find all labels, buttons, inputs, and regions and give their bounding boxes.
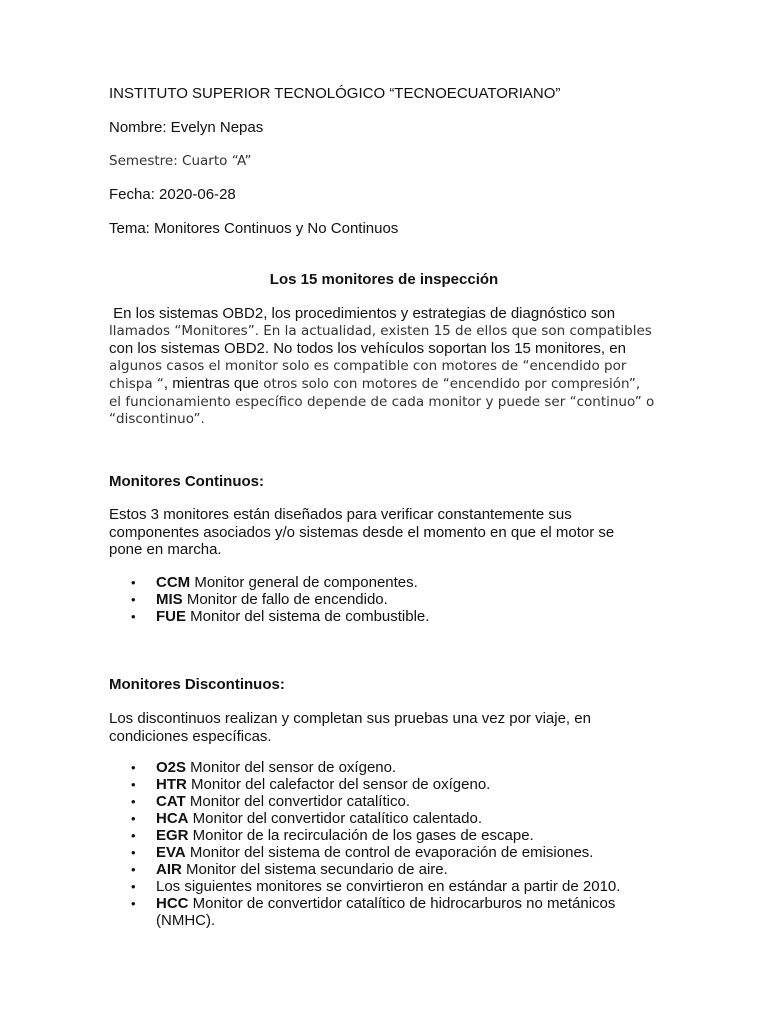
list-item bbox=[109, 810, 676, 827]
list-item bbox=[109, 591, 429, 608]
discontinuous-heading: Monitores Discontinuos: bbox=[109, 676, 285, 693]
intro-fragment: chispa “ bbox=[109, 376, 164, 392]
list-item bbox=[109, 895, 676, 929]
topic: Tema: Monitores Continuos y No Continuos bbox=[109, 220, 399, 237]
intro-line: En los sistemas OBD2, los procedimientos y estrategias de diagnóstico son bbox=[109, 305, 616, 322]
bullet-icon: • bbox=[131, 575, 136, 590]
list-item bbox=[109, 776, 676, 793]
monitor-code: EVA bbox=[156, 844, 186, 861]
description-line: Estos 3 monitores están diseñados para verificar constantemente sus bbox=[109, 506, 572, 523]
continuous-monitor-list bbox=[109, 574, 429, 625]
bullet-icon: • bbox=[131, 760, 136, 775]
bullet-icon: • bbox=[131, 879, 136, 894]
bullet-icon: • bbox=[131, 862, 136, 877]
semester: Semestre: Cuarto “A” bbox=[109, 153, 252, 169]
discontinuous-description bbox=[109, 710, 669, 745]
intro-fragment: , mientras que bbox=[163, 375, 259, 392]
continuous-heading: Monitores Continuos: bbox=[109, 473, 264, 490]
monitor-code: HCC bbox=[156, 895, 189, 912]
list-item bbox=[109, 793, 676, 810]
discontinuous-monitor-list bbox=[109, 759, 676, 929]
monitor-code: MIS bbox=[156, 591, 183, 608]
description-line: componentes asociados y/o sistemas desde el momento en que el motor se bbox=[109, 523, 615, 541]
bullet-icon: • bbox=[131, 811, 136, 826]
list-item bbox=[109, 827, 676, 844]
description-line: pone en marcha. bbox=[109, 541, 222, 558]
intro-fragment: otros solo con motores de “encendido por compresión”, bbox=[258, 376, 641, 392]
section-title: Los 15 monitores de inspección bbox=[269, 271, 499, 288]
institute-heading: INSTITUTO SUPERIOR TECNOLÓGICO “TECNOECUATORIANO” bbox=[109, 85, 561, 102]
monitor-code: FUE bbox=[156, 608, 186, 625]
bullet-icon: • bbox=[131, 896, 136, 911]
monitor-description: Monitor del sistema de combustible. bbox=[186, 608, 430, 625]
monitor-code: EGR bbox=[156, 827, 189, 844]
intro-paragraph bbox=[109, 305, 669, 429]
bullet-icon: • bbox=[131, 777, 136, 792]
list-item bbox=[109, 861, 676, 878]
bullet-icon: • bbox=[131, 845, 136, 860]
monitor-description: Monitor de fallo de encendido. bbox=[182, 591, 388, 608]
intro-line: “discontinuo”. bbox=[109, 411, 205, 427]
monitor-description: Monitor de convertidor catalítico de hidrocarburos no metánicos (NMHC). bbox=[156, 895, 616, 929]
list-item bbox=[109, 574, 429, 591]
bullet-icon: • bbox=[131, 828, 136, 843]
description-line: Los discontinuos realizan y completan sus pruebas una vez por viaje, en bbox=[109, 710, 591, 727]
monitor-description: Monitor del convertidor catalítico calentado. bbox=[188, 810, 482, 827]
monitor-description: Monitor del calefactor del sensor de oxígeno. bbox=[186, 776, 491, 793]
student-name: Nombre: Evelyn Nepas bbox=[109, 119, 264, 136]
monitor-description: Monitor del convertidor catalítico. bbox=[185, 793, 410, 810]
intro-line: el funcionamiento específico depende de cada monitor y puede ser “continuo” o bbox=[109, 393, 655, 410]
monitor-code: O2S bbox=[156, 759, 187, 776]
date: Fecha: 2020-06-28 bbox=[109, 186, 236, 203]
description-line: condiciones específicas. bbox=[109, 727, 272, 745]
list-item bbox=[109, 608, 429, 625]
intro-line: algunos casos el monitor solo es compatible con motores de “encendido por bbox=[109, 357, 627, 374]
monitor-description: Monitor del sistema secundario de aire. bbox=[181, 861, 448, 878]
list-item bbox=[109, 759, 676, 776]
monitor-code: HCA bbox=[156, 810, 189, 827]
monitor-code: AIR bbox=[156, 861, 182, 878]
list-item bbox=[109, 844, 676, 861]
intro-line bbox=[109, 375, 669, 394]
monitor-description: Los siguientes monitores se convirtieron en estándar a partir de 2010. bbox=[156, 878, 621, 895]
monitor-description: Monitor general de componentes. bbox=[190, 574, 418, 591]
monitor-description: Monitor del sistema de control de evaporación de emisiones. bbox=[185, 844, 594, 861]
intro-line: llamados “Monitores”. En la actualidad, existen 15 de ellos que son compatibles bbox=[109, 322, 652, 339]
bullet-icon: • bbox=[131, 592, 136, 607]
monitor-description: Monitor de la recirculación de los gases de escape. bbox=[188, 827, 534, 844]
monitor-code: CCM bbox=[156, 574, 191, 591]
monitor-code: HTR bbox=[156, 776, 187, 793]
bullet-icon: • bbox=[131, 609, 136, 624]
bullet-icon: • bbox=[131, 794, 136, 809]
monitor-code: CAT bbox=[156, 793, 186, 810]
intro-line: con los sistemas OBD2. No todos los vehículos soportan los 15 monitores, en bbox=[109, 340, 626, 357]
list-item bbox=[109, 878, 676, 895]
continuous-description bbox=[109, 506, 669, 559]
monitor-description: Monitor del sensor de oxígeno. bbox=[186, 759, 397, 776]
